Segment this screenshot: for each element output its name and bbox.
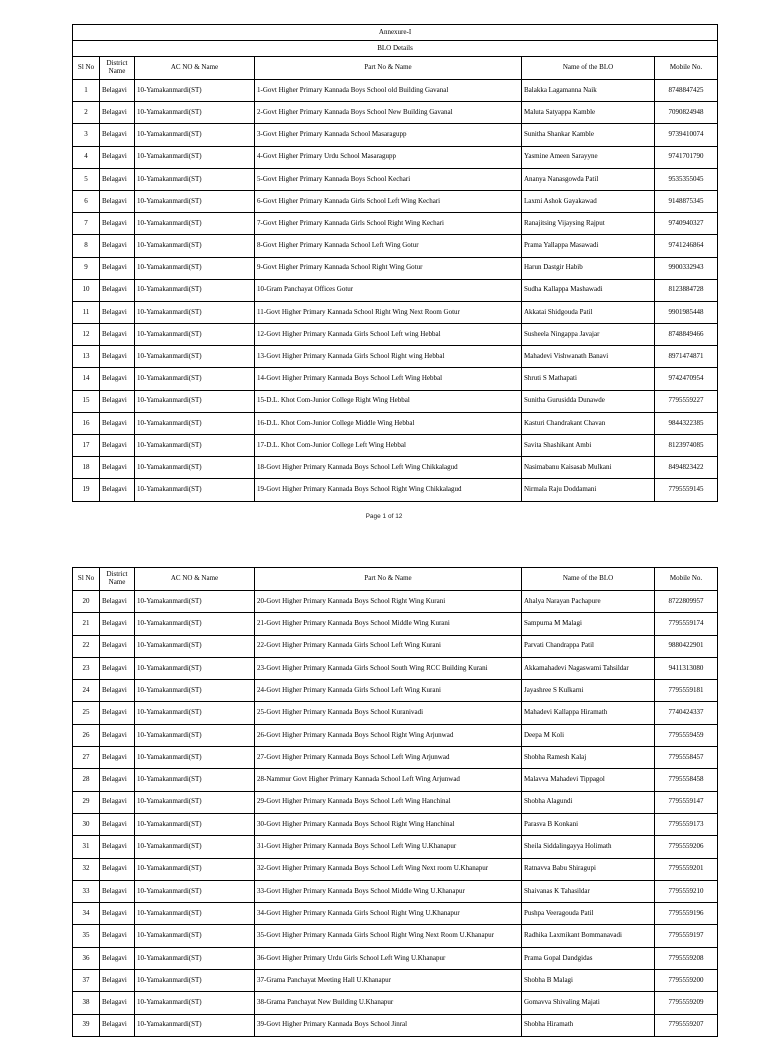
cell-slno: 32 [73, 858, 100, 880]
table-row [73, 235, 718, 257]
cell-ac-name: 10-Yamakanmardi(ST) [135, 813, 255, 835]
cell-district: Belagavi [100, 680, 135, 702]
header-ac: AC NO & Name [135, 57, 255, 80]
table-row [73, 80, 718, 102]
cell-part-name: 37-Grama Panchayat Meeting Hall U.Khanapur [255, 970, 522, 992]
table-row [73, 257, 718, 279]
cell-part-name: 26-Govt Higher Primary Kannada Boys School Right Wing Arjunwad [255, 724, 522, 746]
cell-district: Belagavi [100, 635, 135, 657]
cell-slno: 14 [73, 368, 100, 390]
cell-part-name: 25-Govt Higher Primary Kannada Boys School Kuranivadi [255, 702, 522, 724]
cell-ac-name: 10-Yamakanmardi(ST) [135, 213, 255, 235]
cell-ac-name: 10-Yamakanmardi(ST) [135, 747, 255, 769]
cell-blo-name: Prama Yallappa Masawadi [522, 235, 655, 257]
cell-part-name: 27-Govt Higher Primary Kannada Boys School Left Wing Arjunwad [255, 747, 522, 769]
cell-district: Belagavi [100, 880, 135, 902]
cell-ac-name: 10-Yamakanmardi(ST) [135, 257, 255, 279]
table-row [73, 390, 718, 412]
cell-part-name: 4-Govt Higher Primary Urdu School Masaragupp [255, 146, 522, 168]
cell-slno: 19 [73, 479, 100, 501]
cell-mobile: 8494823422 [655, 457, 718, 479]
cell-ac-name: 10-Yamakanmardi(ST) [135, 324, 255, 346]
table-row [73, 146, 718, 168]
table-row [73, 190, 718, 212]
cell-blo-name: Sudha Kallappa Mashawadi [522, 279, 655, 301]
cell-district: Belagavi [100, 858, 135, 880]
cell-slno: 34 [73, 903, 100, 925]
cell-slno: 29 [73, 791, 100, 813]
cell-blo-name: Sheila Siddalingayya Holimath [522, 836, 655, 858]
cell-ac-name: 10-Yamakanmardi(ST) [135, 102, 255, 124]
table-row [73, 747, 718, 769]
cell-district: Belagavi [100, 390, 135, 412]
cell-district: Belagavi [100, 435, 135, 457]
cell-district: Belagavi [100, 102, 135, 124]
cell-slno: 1 [73, 80, 100, 102]
cell-blo-name: Deepa M Koli [522, 724, 655, 746]
cell-part-name: 28-Nammur Govt Higher Primary Kannada School Left Wing Arjunwad [255, 769, 522, 791]
cell-mobile: 7795559227 [655, 390, 718, 412]
cell-blo-name: Savita Shashikant Ambi [522, 435, 655, 457]
table-row [73, 124, 718, 146]
table-row [73, 947, 718, 969]
cell-mobile: 8748849466 [655, 324, 718, 346]
table-row [73, 279, 718, 301]
cell-blo-name: Balakka Lagamanna Naik [522, 80, 655, 102]
header-ac: AC NO & Name [135, 568, 255, 591]
cell-blo-name: Akkatai Shidgouda Patil [522, 301, 655, 323]
cell-blo-name: Radhika Laxmikant Bommanavadi [522, 925, 655, 947]
cell-blo-name: Shruti S Mathapati [522, 368, 655, 390]
cell-mobile: 9740940327 [655, 213, 718, 235]
cell-slno: 8 [73, 235, 100, 257]
cell-district: Belagavi [100, 836, 135, 858]
table-row [73, 479, 718, 501]
cell-mobile: 7795559197 [655, 925, 718, 947]
cell-district: Belagavi [100, 301, 135, 323]
cell-district: Belagavi [100, 324, 135, 346]
cell-district: Belagavi [100, 257, 135, 279]
cell-ac-name: 10-Yamakanmardi(ST) [135, 836, 255, 858]
cell-mobile: 9844322385 [655, 412, 718, 434]
cell-district: Belagavi [100, 813, 135, 835]
cell-ac-name: 10-Yamakanmardi(ST) [135, 390, 255, 412]
cell-blo-name: Pushpa Veeragouda Patil [522, 903, 655, 925]
cell-slno: 25 [73, 702, 100, 724]
cell-slno: 10 [73, 279, 100, 301]
cell-part-name: 10-Gram Panchayat Offices Gotur [255, 279, 522, 301]
header-mobile: Mobile No. [655, 57, 718, 80]
table-row [73, 368, 718, 390]
cell-mobile: 7795559174 [655, 613, 718, 635]
table-row [73, 836, 718, 858]
cell-part-name: 36-Govt Higher Primary Urdu Girls School Left Wing U.Khanapur [255, 947, 522, 969]
table-row [73, 724, 718, 746]
cell-ac-name: 10-Yamakanmardi(ST) [135, 435, 255, 457]
cell-ac-name: 10-Yamakanmardi(ST) [135, 769, 255, 791]
blo-table-page-1 [72, 24, 718, 502]
cell-part-name: 15-D.L. Khot Com-Junior College Right Wing Hebbal [255, 390, 522, 412]
cell-mobile: 7795559206 [655, 836, 718, 858]
cell-district: Belagavi [100, 947, 135, 969]
cell-part-name: 35-Govt Higher Primary Kannada Girls School Right Wing Next Room U.Khanapur [255, 925, 522, 947]
cell-district: Belagavi [100, 80, 135, 102]
cell-slno: 22 [73, 635, 100, 657]
cell-ac-name: 10-Yamakanmardi(ST) [135, 301, 255, 323]
cell-mobile: 7795559196 [655, 903, 718, 925]
table-row [73, 324, 718, 346]
cell-slno: 36 [73, 947, 100, 969]
cell-slno: 18 [73, 457, 100, 479]
cell-blo-name: Jayashree S Kulkarni [522, 680, 655, 702]
cell-blo-name: Susheela Ningappa Javajar [522, 324, 655, 346]
cell-blo-name: Shaivanas K Tahasildar [522, 880, 655, 902]
table-row [73, 657, 718, 679]
cell-part-name: 38-Grama Panchayat New Building U.Khanapur [255, 992, 522, 1014]
cell-slno: 16 [73, 412, 100, 434]
cell-part-name: 21-Govt Higher Primary Kannada Boys School Middle Wing Kurani [255, 613, 522, 635]
cell-part-name: 7-Govt Higher Primary Kannada Girls School Right Wing Kechari [255, 213, 522, 235]
cell-mobile: 7090824948 [655, 102, 718, 124]
annexure-title: Annexure-I [73, 25, 718, 41]
table-row [73, 858, 718, 880]
cell-district: Belagavi [100, 970, 135, 992]
cell-ac-name: 10-Yamakanmardi(ST) [135, 479, 255, 501]
cell-mobile: 9739410074 [655, 124, 718, 146]
cell-ac-name: 10-Yamakanmardi(ST) [135, 680, 255, 702]
cell-mobile: 7795559145 [655, 479, 718, 501]
table-row [73, 813, 718, 835]
cell-part-name: 32-Govt Higher Primary Kannada Boys School Left Wing Next room U.Khanapur [255, 858, 522, 880]
cell-slno: 9 [73, 257, 100, 279]
cell-slno: 39 [73, 1014, 100, 1036]
cell-blo-name: Shobha Ramesh Kalaj [522, 747, 655, 769]
cell-part-name: 8-Govt Higher Primary Kannada School Left Wing Gotur [255, 235, 522, 257]
cell-slno: 23 [73, 657, 100, 679]
header-slno: Sl No [73, 57, 100, 80]
blo-table-page-2 [72, 567, 718, 1037]
cell-ac-name: 10-Yamakanmardi(ST) [135, 925, 255, 947]
table-row [73, 791, 718, 813]
cell-district: Belagavi [100, 146, 135, 168]
header-part: Part No & Name [255, 568, 522, 591]
cell-ac-name: 10-Yamakanmardi(ST) [135, 235, 255, 257]
cell-blo-name: Harun Dastgir Habib [522, 257, 655, 279]
cell-blo-name: Shobha Hiramath [522, 1014, 655, 1036]
cell-ac-name: 10-Yamakanmardi(ST) [135, 412, 255, 434]
cell-blo-name: Kasturi Chandrakant Chavan [522, 412, 655, 434]
cell-part-name: 39-Govt Higher Primary Kannada Boys School Jinral [255, 1014, 522, 1036]
cell-mobile: 7795559147 [655, 791, 718, 813]
cell-district: Belagavi [100, 279, 135, 301]
cell-mobile: 9411313080 [655, 657, 718, 679]
table-row [73, 680, 718, 702]
cell-mobile: 9741246864 [655, 235, 718, 257]
cell-part-name: 2-Govt Higher Primary Kannada Boys School New Building Gavanal [255, 102, 522, 124]
cell-district: Belagavi [100, 613, 135, 635]
table-row [73, 591, 718, 613]
cell-district: Belagavi [100, 190, 135, 212]
cell-mobile: 8123974085 [655, 435, 718, 457]
cell-district: Belagavi [100, 412, 135, 434]
cell-district: Belagavi [100, 346, 135, 368]
table-row [73, 435, 718, 457]
table-row [73, 457, 718, 479]
cell-blo-name: Yasmine Ameen Sarayyne [522, 146, 655, 168]
cell-ac-name: 10-Yamakanmardi(ST) [135, 279, 255, 301]
cell-mobile: 7795559210 [655, 880, 718, 902]
cell-district: Belagavi [100, 903, 135, 925]
cell-part-name: 9-Govt Higher Primary Kannada School Right Wing Gotur [255, 257, 522, 279]
cell-part-name: 12-Govt Higher Primary Kannada Girls School Left wing Hebbal [255, 324, 522, 346]
cell-slno: 27 [73, 747, 100, 769]
cell-district: Belagavi [100, 724, 135, 746]
cell-part-name: 19-Govt Higher Primary Kannada Boys School Right Wing Chikkalagud [255, 479, 522, 501]
cell-part-name: 17-D.L. Khot Com-Junior College Left Wing Hebbal [255, 435, 522, 457]
table-row [73, 925, 718, 947]
table-row [73, 702, 718, 724]
cell-part-name: 31-Govt Higher Primary Kannada Boys School Left Wing U.Khanapur [255, 836, 522, 858]
cell-mobile: 7795559173 [655, 813, 718, 835]
cell-slno: 7 [73, 213, 100, 235]
table-row [73, 635, 718, 657]
cell-district: Belagavi [100, 791, 135, 813]
cell-blo-name: Laxmi Ashok Gayakawad [522, 190, 655, 212]
cell-mobile: 8748847425 [655, 80, 718, 102]
cell-ac-name: 10-Yamakanmardi(ST) [135, 880, 255, 902]
cell-slno: 31 [73, 836, 100, 858]
cell-ac-name: 10-Yamakanmardi(ST) [135, 903, 255, 925]
cell-mobile: 9901985448 [655, 301, 718, 323]
cell-mobile: 7740424337 [655, 702, 718, 724]
cell-slno: 33 [73, 880, 100, 902]
cell-ac-name: 10-Yamakanmardi(ST) [135, 190, 255, 212]
cell-slno: 37 [73, 970, 100, 992]
cell-blo-name: Sunitha Gurusidda Dunawde [522, 390, 655, 412]
cell-district: Belagavi [100, 479, 135, 501]
header-district: District Name [100, 57, 135, 80]
cell-district: Belagavi [100, 1014, 135, 1036]
cell-blo-name: Malavva Mahadevi Tippagol [522, 769, 655, 791]
header-district: District Name [100, 568, 135, 591]
cell-mobile: 7795559181 [655, 680, 718, 702]
cell-blo-name: Akkamahadevi Nagaswami Tahsildar [522, 657, 655, 679]
cell-mobile: 8971474871 [655, 346, 718, 368]
cell-slno: 15 [73, 390, 100, 412]
cell-ac-name: 10-Yamakanmardi(ST) [135, 591, 255, 613]
cell-mobile: 9880422901 [655, 635, 718, 657]
cell-slno: 28 [73, 769, 100, 791]
cell-blo-name: Sampurna M Malagi [522, 613, 655, 635]
cell-blo-name: Ranajitsing Vijaysing Rajput [522, 213, 655, 235]
cell-slno: 35 [73, 925, 100, 947]
header-mobile: Mobile No. [655, 568, 718, 591]
cell-district: Belagavi [100, 591, 135, 613]
header-blo: Name of the BLO [522, 57, 655, 80]
cell-slno: 3 [73, 124, 100, 146]
cell-slno: 24 [73, 680, 100, 702]
cell-mobile: 9742470954 [655, 368, 718, 390]
cell-slno: 2 [73, 102, 100, 124]
cell-part-name: 3-Govt Higher Primary Kannada School Masaragupp [255, 124, 522, 146]
cell-district: Belagavi [100, 992, 135, 1014]
cell-mobile: 9900332943 [655, 257, 718, 279]
cell-part-name: 33-Govt Higher Primary Kannada Boys School Middle Wing U.Khanapur [255, 880, 522, 902]
cell-ac-name: 10-Yamakanmardi(ST) [135, 702, 255, 724]
cell-slno: 12 [73, 324, 100, 346]
cell-blo-name: Ananya Nanasgowda Patil [522, 168, 655, 190]
cell-district: Belagavi [100, 925, 135, 947]
cell-mobile: 7795559208 [655, 947, 718, 969]
cell-mobile: 9535355045 [655, 168, 718, 190]
table-row [73, 102, 718, 124]
cell-ac-name: 10-Yamakanmardi(ST) [135, 947, 255, 969]
cell-slno: 11 [73, 301, 100, 323]
cell-ac-name: 10-Yamakanmardi(ST) [135, 970, 255, 992]
header-slno: Sl No [73, 568, 100, 591]
cell-mobile: 7795559200 [655, 970, 718, 992]
cell-part-name: 5-Govt Higher Primary Kannada Boys School Kechari [255, 168, 522, 190]
cell-blo-name: Maluta Satyappa Kamble [522, 102, 655, 124]
cell-slno: 38 [73, 992, 100, 1014]
cell-district: Belagavi [100, 368, 135, 390]
cell-district: Belagavi [100, 702, 135, 724]
cell-ac-name: 10-Yamakanmardi(ST) [135, 346, 255, 368]
cell-blo-name: Nirmala Raju Doddamani [522, 479, 655, 501]
cell-ac-name: 10-Yamakanmardi(ST) [135, 858, 255, 880]
table-row [73, 613, 718, 635]
cell-mobile: 7795558457 [655, 747, 718, 769]
cell-ac-name: 10-Yamakanmardi(ST) [135, 146, 255, 168]
cell-blo-name: Mahadevi Kallappa Hiramath [522, 702, 655, 724]
cell-mobile: 7795559209 [655, 992, 718, 1014]
cell-ac-name: 10-Yamakanmardi(ST) [135, 724, 255, 746]
page-number: Page 1 of 12 [365, 513, 403, 520]
cell-part-name: 16-D.L. Khot Com-Junior College Middle Wing Hebbal [255, 412, 522, 434]
cell-part-name: 6-Govt Higher Primary Kannada Girls School Left Wing Kechari [255, 190, 522, 212]
cell-blo-name: Parvati Chandrappa Patil [522, 635, 655, 657]
table-row [73, 412, 718, 434]
cell-part-name: 20-Govt Higher Primary Kannada Boys School Right Wing Kurani [255, 591, 522, 613]
cell-slno: 4 [73, 146, 100, 168]
cell-blo-name: Ahalya Narayan Pachapure [522, 591, 655, 613]
cell-mobile: 8123884728 [655, 279, 718, 301]
cell-district: Belagavi [100, 657, 135, 679]
cell-district: Belagavi [100, 124, 135, 146]
cell-blo-name: Parasva B Konkani [522, 813, 655, 835]
table-row [73, 992, 718, 1014]
table-row [73, 346, 718, 368]
cell-ac-name: 10-Yamakanmardi(ST) [135, 124, 255, 146]
cell-blo-name: Mahadevi Vishwanath Banavi [522, 346, 655, 368]
cell-part-name: 14-Govt Higher Primary Kannada Boys School Left Wing Hebbal [255, 368, 522, 390]
header-part: Part No & Name [255, 57, 522, 80]
cell-district: Belagavi [100, 235, 135, 257]
cell-slno: 30 [73, 813, 100, 835]
cell-ac-name: 10-Yamakanmardi(ST) [135, 657, 255, 679]
cell-mobile: 9148875345 [655, 190, 718, 212]
cell-part-name: 24-Govt Higher Primary Kannada Girls School Left Wing Kurani [255, 680, 522, 702]
table-row [73, 168, 718, 190]
table-row [73, 769, 718, 791]
cell-mobile: 7795559459 [655, 724, 718, 746]
cell-part-name: 22-Govt Higher Primary Kannada Girls School Left Wing Kurani [255, 635, 522, 657]
blo-details-title: BLO Details [73, 41, 718, 57]
table-row [73, 1014, 718, 1036]
cell-ac-name: 10-Yamakanmardi(ST) [135, 457, 255, 479]
cell-mobile: 7795559207 [655, 1014, 718, 1036]
table-row [73, 301, 718, 323]
cell-ac-name: 10-Yamakanmardi(ST) [135, 168, 255, 190]
cell-ac-name: 10-Yamakanmardi(ST) [135, 635, 255, 657]
header-blo: Name of the BLO [522, 568, 655, 591]
cell-mobile: 8722809957 [655, 591, 718, 613]
cell-ac-name: 10-Yamakanmardi(ST) [135, 1014, 255, 1036]
cell-part-name: 23-Govt Higher Primary Kannada Girls School South Wing RCC Building Kurani [255, 657, 522, 679]
cell-mobile: 7795559201 [655, 858, 718, 880]
cell-part-name: 1-Govt Higher Primary Kannada Boys School old Building Gavanal [255, 80, 522, 102]
cell-blo-name: Shobha Alagundi [522, 791, 655, 813]
cell-mobile: 9741701790 [655, 146, 718, 168]
cell-part-name: 34-Govt Higher Primary Kannada Girls School Right Wing U.Khanapur [255, 903, 522, 925]
cell-blo-name: Ratnavva Babu Shiragupi [522, 858, 655, 880]
table-row [73, 903, 718, 925]
cell-part-name: 30-Govt Higher Primary Kannada Boys School Right Wing Hanchinal [255, 813, 522, 835]
table-row [73, 880, 718, 902]
cell-part-name: 18-Govt Higher Primary Kannada Boys School Left Wing Chikkalagud [255, 457, 522, 479]
cell-ac-name: 10-Yamakanmardi(ST) [135, 992, 255, 1014]
cell-slno: 6 [73, 190, 100, 212]
cell-district: Belagavi [100, 747, 135, 769]
cell-slno: 17 [73, 435, 100, 457]
cell-slno: 5 [73, 168, 100, 190]
cell-mobile: 7795558458 [655, 769, 718, 791]
cell-part-name: 29-Govt Higher Primary Kannada Boys School Left Wing Hanchinal [255, 791, 522, 813]
cell-slno: 20 [73, 591, 100, 613]
cell-blo-name: Nasimabanu Kaisasab Mulkani [522, 457, 655, 479]
cell-part-name: 13-Govt Higher Primary Kannada Girls School Right wing Hebbal [255, 346, 522, 368]
cell-district: Belagavi [100, 457, 135, 479]
cell-district: Belagavi [100, 213, 135, 235]
cell-slno: 26 [73, 724, 100, 746]
table-row [73, 213, 718, 235]
table-row [73, 970, 718, 992]
cell-blo-name: Gomavva Shivaling Majati [522, 992, 655, 1014]
cell-district: Belagavi [100, 168, 135, 190]
cell-district: Belagavi [100, 769, 135, 791]
cell-slno: 21 [73, 613, 100, 635]
cell-ac-name: 10-Yamakanmardi(ST) [135, 80, 255, 102]
cell-blo-name: Sunitha Shankar Kamble [522, 124, 655, 146]
cell-slno: 13 [73, 346, 100, 368]
cell-ac-name: 10-Yamakanmardi(ST) [135, 368, 255, 390]
cell-ac-name: 10-Yamakanmardi(ST) [135, 613, 255, 635]
cell-ac-name: 10-Yamakanmardi(ST) [135, 791, 255, 813]
cell-blo-name: Prama Gopal Dandgidas [522, 947, 655, 969]
cell-blo-name: Shobha B Malagi [522, 970, 655, 992]
cell-part-name: 11-Govt Higher Primary Kannada School Right Wing Next Room Gotur [255, 301, 522, 323]
